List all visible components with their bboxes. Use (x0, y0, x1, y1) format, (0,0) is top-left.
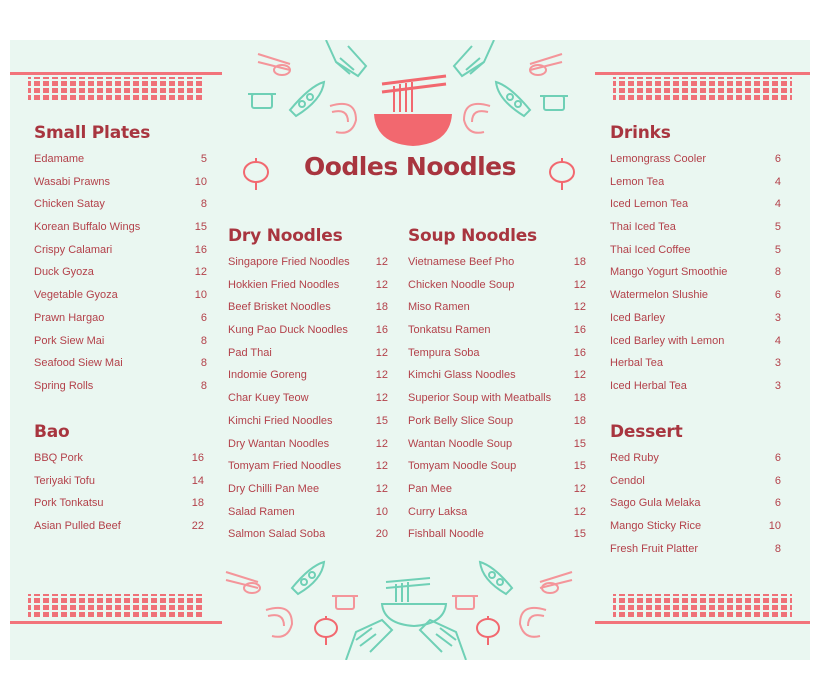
menu-item-price: 8 (774, 266, 781, 279)
menu-item (408, 274, 586, 297)
menu-item-price: 12 (573, 482, 586, 495)
menu-item (610, 216, 781, 239)
menu-item-price: 12 (375, 392, 388, 405)
menu-item-price: 22 (191, 520, 204, 533)
menu-item-price: 10 (194, 175, 207, 188)
menu-item-price: 15 (573, 528, 586, 541)
menu-item-price: 15 (573, 437, 586, 450)
menu-item (610, 492, 781, 515)
dessert-section (610, 417, 781, 560)
menu-item (228, 478, 388, 501)
menu-item (34, 447, 204, 470)
menu-item (228, 274, 388, 297)
section-title: Drinks (610, 123, 671, 143)
menu-item-name: Mango Yogurt Smoothie (610, 266, 728, 279)
menu-item-name: Salad Ramen (228, 505, 295, 518)
menu-item-price: 12 (375, 460, 388, 473)
menu-item-name: Fresh Fruit Platter (610, 542, 699, 555)
menu-item-price: 12 (573, 505, 586, 518)
menu-item (34, 515, 204, 538)
menu-item (610, 470, 781, 493)
menu-item-name: Tomyam Noodle Soup (408, 460, 517, 473)
drinks-section (610, 118, 781, 398)
menu-item (408, 410, 586, 433)
menu-item (610, 239, 781, 262)
menu-item-name: Iced Herbal Tea (610, 379, 687, 392)
section-title: Dessert (610, 422, 683, 442)
menu-item-price: 12 (375, 256, 388, 268)
menu-item-name: Wantan Noodle Soup (408, 437, 513, 450)
menu-item (34, 216, 207, 239)
menu-card (10, 40, 810, 660)
menu-item-price: 6 (200, 311, 207, 324)
menu-item-name: Tomyam Fried Noodles (228, 460, 342, 473)
menu-item-price: 8 (200, 379, 207, 392)
small-plates-section (34, 118, 207, 398)
menu-item (408, 364, 586, 387)
menu-item-name: Char Kuey Teow (228, 392, 309, 405)
menu-item-name: Dry Wantan Noodles (228, 437, 330, 450)
menu-item-price: 18 (573, 392, 586, 405)
menu-item-price: 3 (774, 311, 781, 324)
menu-item-price: 12 (573, 301, 586, 314)
menu-item-name: Fishball Noodle (408, 528, 484, 541)
menu-title: Oodles Noodles (303, 152, 516, 181)
menu-item-name: Iced Barley with Lemon (610, 334, 725, 347)
menu-item (610, 538, 781, 561)
menu-item-name: Prawn Hargao (34, 311, 105, 324)
menu-item-name: Pan Mee (408, 482, 453, 495)
menu-item (228, 342, 388, 365)
menu-item (228, 455, 388, 478)
menu-item-price: 6 (774, 474, 781, 487)
menu-item (34, 171, 207, 194)
menu-item (408, 501, 586, 524)
menu-item-name: Kimchi Glass Noodles (408, 369, 516, 382)
menu-item-price: 12 (375, 346, 388, 359)
menu-item-name: Teriyaki Tofu (34, 474, 95, 487)
menu-item-price: 12 (375, 482, 388, 495)
menu-item-price: 18 (375, 301, 388, 314)
menu-item-name: Korean Buffalo Wings (34, 221, 141, 234)
menu-item (34, 375, 207, 398)
menu-item-name: Hokkien Fried Noodles (228, 278, 340, 291)
menu-item (408, 523, 586, 546)
menu-item-name: Iced Lemon Tea (610, 198, 689, 211)
menu-item-name: Asian Pulled Beef (34, 520, 121, 533)
menu-item-price: 6 (774, 452, 781, 464)
menu-item (408, 319, 586, 342)
menu-item-name: Pork Belly Slice Soup (408, 414, 514, 427)
menu-item-price: 4 (774, 334, 781, 347)
menu-item (610, 284, 781, 307)
menu-item-price: 16 (573, 324, 586, 337)
menu-item-name: Curry Laksa (408, 505, 468, 518)
menu-item (228, 251, 388, 274)
menu-item (610, 148, 781, 171)
menu-item (228, 387, 388, 410)
menu-item-price: 8 (774, 542, 781, 555)
menu-item (34, 261, 207, 284)
menu-item-price: 4 (774, 198, 781, 211)
menu-item-price: 12 (375, 278, 388, 291)
menu-item (610, 171, 781, 194)
noodle-bowl-icon (374, 76, 452, 146)
menu-item (34, 492, 204, 515)
menu-item (610, 330, 781, 353)
menu-item-name: Miso Ramen (408, 301, 470, 314)
menu-item-name: Lemon Tea (610, 175, 665, 188)
menu-item (610, 261, 781, 284)
menu-item-name: Salmon Salad Soba (228, 528, 326, 541)
menu-item (34, 307, 207, 330)
bao-section (34, 417, 204, 538)
menu-item-name: Singapore Fried Noodles (228, 256, 350, 268)
menu-item-name: Edamame (34, 153, 85, 165)
menu-item (228, 410, 388, 433)
menu-item-price: 5 (774, 243, 781, 256)
menu-item (228, 296, 388, 319)
menu-item (34, 330, 207, 353)
menu-item-name: Watermelon Slushie (610, 289, 709, 302)
menu-item-name: Pork Siew Mai (34, 334, 105, 347)
menu-item-price: 12 (375, 369, 388, 382)
menu-item-name: Thai Iced Tea (610, 221, 676, 234)
soup-noodles-section (408, 221, 586, 546)
menu-item (34, 193, 207, 216)
menu-item-name: Vietnamese Beef Pho (408, 256, 515, 268)
menu-item (228, 523, 388, 546)
menu-item-price: 12 (375, 437, 388, 450)
menu-item-price: 3 (774, 379, 781, 392)
menu-item-name: Iced Barley (610, 311, 666, 324)
menu-item-name: Cendol (610, 474, 645, 487)
menu-item-name: BBQ Pork (34, 452, 83, 464)
menu-item (34, 239, 207, 262)
menu-item (34, 148, 207, 171)
menu-item-price: 18 (573, 256, 586, 268)
section-title: Dry Noodles (228, 226, 343, 246)
menu-item-name: Lemongrass Cooler (610, 153, 706, 165)
menu-item (610, 352, 781, 375)
menu-item-price: 16 (194, 243, 207, 256)
menu-item-price: 4 (774, 175, 781, 188)
menu-item-price: 10 (375, 505, 388, 518)
menu-item-name: Pad Thai (228, 346, 272, 359)
menu-item-price: 14 (191, 474, 204, 487)
menu-item-name: Indomie Goreng (228, 369, 307, 382)
menu-item-name: Mango Sticky Rice (610, 520, 702, 533)
menu-item (34, 470, 204, 493)
menu-item (34, 352, 207, 375)
small-plates-list (34, 148, 207, 398)
menu-item (228, 319, 388, 342)
dry-noodles-section (228, 221, 388, 546)
cooking-pot-icon (332, 596, 478, 609)
section-title: Small Plates (34, 123, 151, 143)
menu-item-name: Vegetable Gyoza (34, 289, 118, 302)
menu-item-price: 8 (200, 334, 207, 347)
menu-item-name: Beef Brisket Noodles (228, 301, 331, 314)
menu-item-price: 18 (573, 414, 586, 427)
menu-item-name: Dry Chilli Pan Mee (228, 482, 320, 495)
menu-item-price: 10 (768, 520, 781, 533)
menu-item-price: 8 (200, 198, 207, 211)
noodle-bowl-icon (382, 578, 446, 626)
menu-item-price: 12 (573, 369, 586, 382)
menu-item (408, 342, 586, 365)
menu-item-price: 16 (573, 346, 586, 359)
menu-item-name: Tonkatsu Ramen (408, 324, 491, 337)
menu-item (610, 447, 781, 470)
menu-item (408, 251, 586, 274)
menu-item-price: 16 (375, 324, 388, 337)
section-title: Soup Noodles (408, 226, 537, 246)
menu-item (408, 433, 586, 456)
menu-item-price: 6 (774, 497, 781, 510)
menu-item-name: Chicken Satay (34, 198, 105, 211)
bao-list (34, 447, 204, 538)
menu-item-name: Tempura Soba (408, 346, 480, 359)
dessert-list (610, 447, 781, 560)
menu-item-price: 6 (774, 153, 781, 165)
menu-item-price: 20 (375, 528, 388, 541)
menu-item-name: Herbal Tea (610, 357, 663, 370)
menu-item (228, 364, 388, 387)
menu-item-price: 15 (194, 221, 207, 234)
menu-item-name: Thai Iced Coffee (610, 243, 691, 256)
menu-item (610, 375, 781, 398)
menu-item-name: Red Ruby (610, 452, 659, 464)
menu-item-price: 6 (774, 289, 781, 302)
menu-item-name: Spring Rolls (34, 379, 94, 392)
dry-noodles-list (228, 251, 388, 546)
menu-item (228, 433, 388, 456)
menu-item-name: Kimchi Fried Noodles (228, 414, 333, 427)
menu-item (228, 501, 388, 524)
menu-item (408, 478, 586, 501)
menu-item-price: 15 (573, 460, 586, 473)
menu-item-price: 5 (200, 153, 207, 165)
menu-item-name: Chicken Noodle Soup (408, 278, 515, 291)
menu-item (408, 387, 586, 410)
menu-item-price: 16 (191, 452, 204, 464)
soup-noodles-list (408, 251, 586, 546)
menu-item (610, 193, 781, 216)
menu-item (610, 307, 781, 330)
menu-item-name: Sago Gula Melaka (610, 497, 701, 510)
menu-item-name: Superior Soup with Meatballs (408, 392, 552, 405)
section-title: Bao (34, 422, 70, 442)
menu-item (408, 455, 586, 478)
menu-item (408, 296, 586, 319)
menu-item-name: Crispy Calamari (34, 243, 113, 256)
menu-item-price: 12 (573, 278, 586, 291)
menu-item-price: 3 (774, 357, 781, 370)
menu-item (34, 284, 207, 307)
menu-item-price: 12 (194, 266, 207, 279)
menu-item-name: Kung Pao Duck Noodles (228, 324, 348, 337)
menu-item-name: Seafood Siew Mai (34, 357, 123, 370)
drinks-list (610, 148, 781, 398)
menu-item-price: 15 (375, 414, 388, 427)
menu-item-name: Duck Gyoza (34, 266, 94, 279)
menu-item (610, 515, 781, 538)
menu-item-price: 8 (200, 357, 207, 370)
menu-item-name: Pork Tonkatsu (34, 497, 104, 510)
menu-item-price: 5 (774, 221, 781, 234)
menu-item-name: Wasabi Prawns (34, 175, 111, 188)
menu-item-price: 18 (191, 497, 204, 510)
menu-item-price: 10 (194, 289, 207, 302)
